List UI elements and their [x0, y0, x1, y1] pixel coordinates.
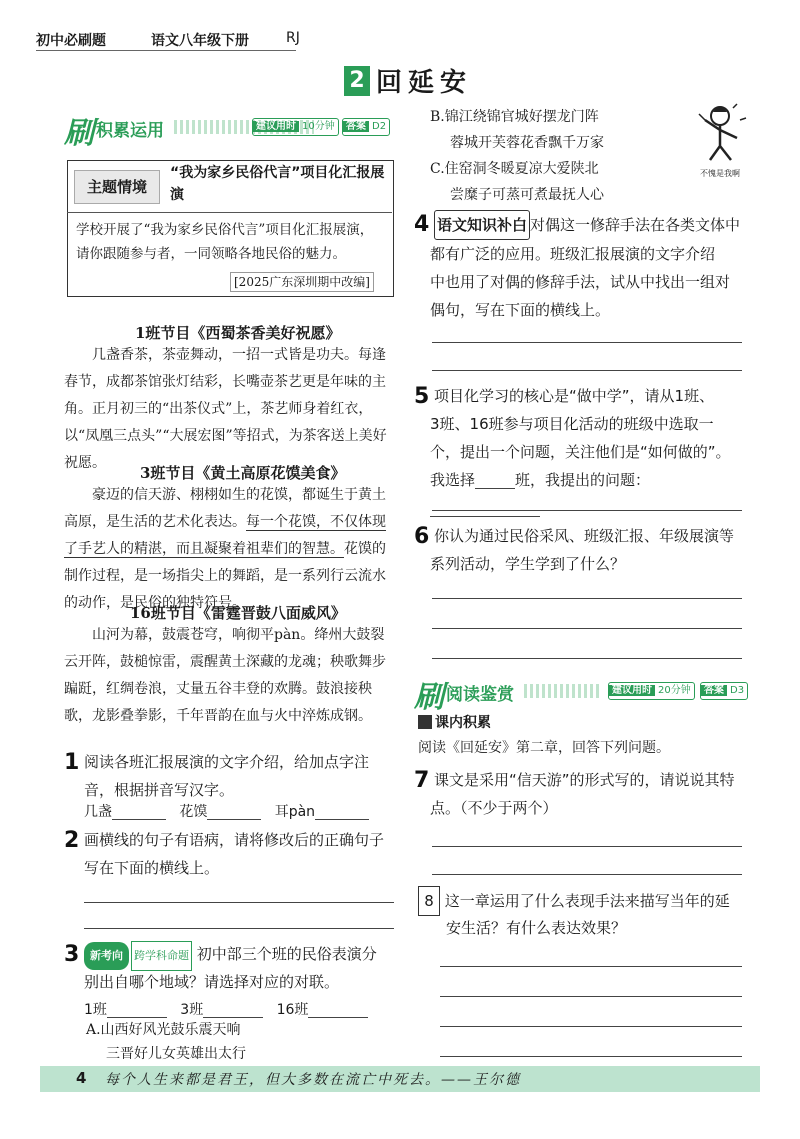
- q3-line-2: 别出自哪个地域？请选择对应的对联。: [84, 973, 340, 991]
- q1-item-a: 几盏: [84, 804, 112, 820]
- q5-class-blank[interactable]: [475, 488, 515, 489]
- q8-answer-line-2[interactable]: [440, 996, 742, 997]
- q5-line-1: 项目化学习的核心是“做中学”，请从1班、: [434, 387, 715, 405]
- q5-question-blank[interactable]: [430, 516, 540, 517]
- q5-line-3: 个，提出一个问题，关注他们是“如何做的”。: [430, 443, 731, 461]
- section-banner-jilei: [64, 112, 394, 151]
- class3-paragraph: [64, 482, 394, 617]
- q1-blanks: [84, 798, 396, 826]
- q6-answer-line-2[interactable]: [432, 628, 742, 629]
- q3-option-c-2: 尝糜子可蒸可煮最抚人心: [450, 187, 604, 203]
- subject-name: 语文八年级下册: [151, 33, 249, 49]
- cartoon-caption: 不愧是我啊: [700, 169, 740, 178]
- heading-bar: [418, 715, 432, 729]
- theme-divider: [67, 212, 392, 213]
- q1-blank-b[interactable]: [207, 819, 261, 820]
- q7-line-2: 点。（不少于两个）: [430, 799, 558, 817]
- page-header: [36, 28, 776, 58]
- q4-number: 4: [414, 212, 430, 237]
- q1-number: 1: [64, 750, 80, 775]
- answer-pill: 答案 D3: [700, 682, 748, 700]
- cross-subject-tag: 跨学科命题: [131, 941, 192, 971]
- q4-answer-line-2[interactable]: [432, 370, 742, 371]
- q5-answer-line[interactable]: [432, 510, 742, 511]
- q2-number: 2: [64, 828, 80, 853]
- lesson-number: 2: [344, 66, 370, 96]
- edition: RJ: [286, 30, 300, 46]
- q8-answer-line-3[interactable]: [440, 1026, 742, 1027]
- series-name: 初中必刷题: [36, 33, 106, 49]
- section-banner-yuedu: [414, 676, 759, 715]
- class1-paragraph: 几盏香茶，茶壶舞动，一招一式皆是功夫。每逢春节，成都茶馆张灯结彩，长嘴壶茶艺更是年味的主角。正月初三的“出茶仪式”上，茶艺师身着红衣，以“凤凰三点头”“大展宏图”等招式，为茶客送上美好祝愿。: [64, 347, 387, 471]
- q8-line-2: 安生活？有什么表达效果？: [446, 919, 627, 937]
- q7-number: 7: [414, 768, 430, 793]
- header-rule: [36, 50, 296, 51]
- q1-item-b: 花馍: [179, 804, 208, 820]
- section-name: 积累运用: [96, 121, 164, 141]
- q3-option-a-1: A.山西好风光鼓乐震天响: [86, 1022, 241, 1038]
- q4-line-3: 中也用了对偶的修辞手法，试从中找出一组对: [430, 273, 731, 291]
- q5-number: 5: [414, 384, 430, 409]
- q4-answer-line-1[interactable]: [432, 342, 742, 343]
- page-footer: [40, 1066, 760, 1092]
- q2-text: 画横线的句子有语病，请将修改后的正确句子写在下面的横线上。: [84, 831, 385, 877]
- q3-option-b-2: 蓉城开芙蓉花香飘千万家: [450, 135, 604, 151]
- q3-line-1: 新考向 跨学科命题 初中部三个班的民俗表演分: [84, 940, 396, 971]
- q1-blank-a[interactable]: [112, 819, 166, 820]
- theme-body: 学校开展了“我为家乡民俗代言”项目化汇报展演，请你跟随参与者，一同领略各地民俗的魅力。: [76, 222, 374, 262]
- cartoon-figure-icon: [685, 100, 755, 164]
- q8-line-1: 8 这一章运用了什么表现手法来描写当年的延: [418, 886, 758, 916]
- time-pill: 建议用时 20分钟: [608, 682, 695, 700]
- q6-number: 6: [414, 524, 430, 549]
- q6-answer-line-3[interactable]: [432, 658, 742, 659]
- q3-option-b-1: B.锦江绕锦官城好摆龙门阵: [430, 109, 599, 125]
- class1-title: 1班节目《西蜀茶香美好祝愿》: [135, 324, 341, 342]
- lesson-title: [344, 62, 472, 96]
- class16-title: 16班节目《雷霆晋鼓八面威风》: [130, 604, 346, 622]
- q6-line-1: 你认为通过民俗采风、班级汇报、年级展演等: [434, 527, 735, 545]
- q7-answer-line-2[interactable]: [432, 874, 742, 875]
- theme-heading: “我为家乡民俗代言”项目化汇报展演: [170, 165, 385, 203]
- kenei-intro: 阅读《回延安》第二章，回答下列问题。: [418, 740, 670, 756]
- class3-text-c: 花馍的制作过程，是一场指尖上的舞蹈，是一系列行云流水的动作，是民俗的独特符号。: [64, 541, 386, 611]
- page-number: 4: [76, 1069, 87, 1087]
- new-trend-tag: 新考向: [84, 942, 129, 970]
- q1-item-c: 耳pàn: [274, 804, 316, 820]
- q8-answer-line-4[interactable]: [440, 1056, 742, 1057]
- q1-blank-c[interactable]: [315, 819, 369, 820]
- theme-tag: 主题情境: [74, 170, 160, 204]
- class16-paragraph: 山河为幕，鼓震苍穹，响彻平pàn。绛州大鼓裂云开阵，鼓槌惊雷，震醒黄土深藏的龙魂；秧歌舞步蹁跹，红绸卷浪，丈量五谷丰登的欢腾。鼓浪接秧歌，龙影叠拳影，千年晋韵在血与火中淬炼成钢。: [64, 627, 386, 724]
- q8-answer-line-1[interactable]: [440, 966, 742, 967]
- footer-quote: 每个人生来都是君王，但大多数在流亡中死去。——王尔德: [105, 1072, 521, 1088]
- q6-answer-line-1[interactable]: [432, 598, 742, 599]
- q5-line-2: 3班、16班参与项目化活动的班级中选取一: [430, 415, 714, 433]
- cartoon-illustration: [685, 100, 755, 180]
- q8-number: 8: [418, 886, 440, 916]
- lesson-name: 回延安: [376, 68, 473, 98]
- theme-source: [2025广东深圳期中改编]: [230, 272, 374, 292]
- q3-blanks: 1班 3班 16班: [84, 996, 396, 1024]
- q5-line-4: 我选择 班，我提出的问题：: [430, 466, 750, 522]
- stripe-decoration: [524, 684, 602, 698]
- q3-number: 3: [64, 942, 80, 967]
- q1-text: 阅读各班汇报展演的文字介绍，给加点字注音，根据拼音写汉字。: [84, 753, 370, 799]
- answer-pill: 答案 D2: [342, 118, 390, 136]
- class3-title: 3班节目《黄土高原花馍美食》: [140, 464, 346, 482]
- q2-answer-line-1[interactable]: [84, 902, 394, 903]
- q3-blank-16[interactable]: [308, 1017, 368, 1018]
- q7-line-1: 课文是采用“信天游”的形式写的，请说说其特: [434, 771, 735, 789]
- q6-line-2: 系列活动，学生学到了什么？: [430, 555, 626, 573]
- q4-line-1: 语文知识补白 对偶这一修辞手法在各类文体中: [434, 210, 754, 240]
- time-pill: 建议用时 10分钟: [252, 118, 339, 136]
- shua-glyph: 刷: [414, 680, 444, 715]
- q4-line-2: 都有广泛的应用。班级汇报展演的文字介绍: [430, 245, 716, 263]
- underlined-sentence: 每一个花馍，不仅体现了手艺人的精湛，而且凝聚着祖辈们的智慧。: [64, 514, 386, 557]
- kenei-heading: 课内积累: [418, 712, 491, 732]
- class3-text-a: 豪迈的信天游、栩栩如生的花馍，都诞生于黄土高原，是生活的艺术化表达。: [64, 487, 386, 530]
- shua-glyph: 刷: [64, 116, 94, 151]
- q3-option-a-2: 三晋好儿女英雄出太行: [106, 1046, 246, 1062]
- q4-line-4: 偶句，写在下面的横线上。: [430, 301, 611, 319]
- q3-option-c-1: C.住窑洞冬暖夏凉大爱陕北: [430, 161, 599, 177]
- section-name: 阅读鉴赏: [446, 685, 514, 705]
- q2-answer-line-2[interactable]: [84, 928, 394, 929]
- knowledge-tag: 语文知识补白: [434, 210, 530, 240]
- q7-answer-line-1[interactable]: [432, 846, 742, 847]
